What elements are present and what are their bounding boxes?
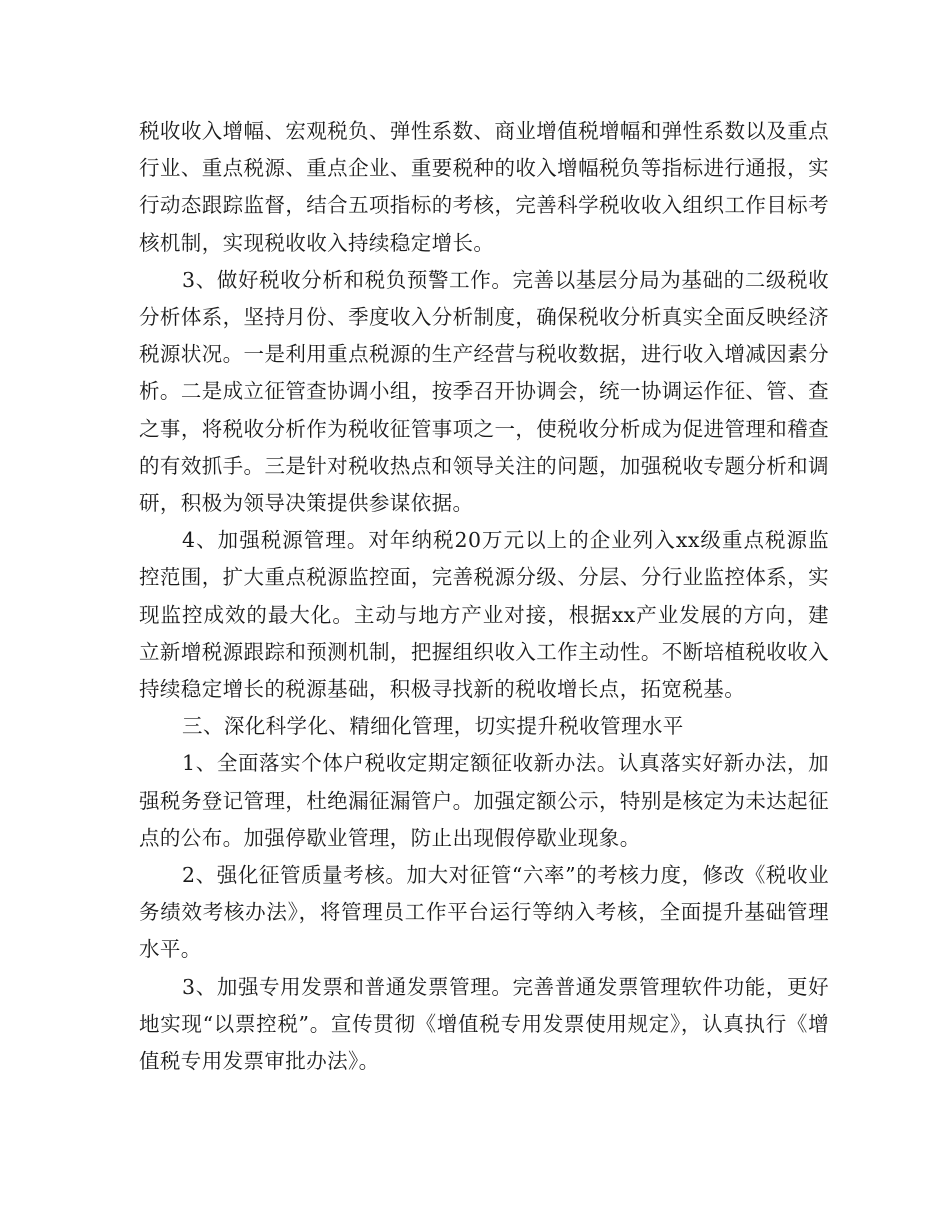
document-body	[139, 113, 829, 1080]
section-heading-three: 三、深化科学化、精细化管理，切实提升税收管理水平	[182, 714, 684, 739]
paragraph-individual-tax: 1、全面落实个体户税收定期定额征收新办法。认真落实好新办法，加强税务登记管理，杜绝漏征漏管户。加强定额公示，特别是核定为未达起征点的公布。加强停歇业管理，防止出现假停歇业现象。	[139, 751, 829, 850]
paragraph-continuation: 税收收入增幅、宏观税负、弹性系数、商业增值税增幅和弹性系数以及重点行业、重点税源、重点企业、重要税种的收入增幅税负等指标进行通报，实行动态跟踪监督，结合五项指标的考核，完善科学税收收入组织工作目标考核机制，实现税收收入持续稳定增长。	[139, 119, 829, 255]
paragraph-invoice-management: 3、加强专用发票和普通发票管理。完善普通发票管理软件功能，更好地实现“以票控税”。宣传贯彻《增值税专用发票使用规定》，认真执行《增值税专用发票审批办法》。	[139, 974, 829, 1074]
paragraph-tax-source-management: 4、加强税源管理。对年纳税20万元以上的企业列入xx级重点税源监控范围，扩大重点税源监控面，完善税源分级、分层、分行业监控体系，实现监控成效的最大化。主动与地方产业对接，根据xx产业发展的方向，建立新增税源跟踪和预测机制，把握组织收入工作主动性。不断培植税收收入持续稳定增长的税源基础，积极寻找新的税收增长点，拓宽税基。	[139, 528, 829, 702]
paragraph-quality-assessment: 2、强化征管质量考核。加大对征管“六率”的考核力度，修改《税收业务绩效考核办法》，将管理员工作平台运行等纳入考核，全面提升基础管理水平。	[139, 863, 829, 962]
paragraph-tax-analysis: 3、做好税收分析和税负预警工作。完善以基层分局为基础的二级税收分析体系，坚持月份、季度收入分析制度，确保税收分析真实全面反映经济税源状况。一是利用重点税源的生产经营与税收数据，进行收入增减因素分析。二是成立征管查协调小组，按季召开协调会，统一协调运作征、管、查之事，将税收分析作为税收征管事项之一，使税收分析成为促进管理和稽查的有效抓手。三是针对税收热点和领导关注的问题，加强税收专题分析和调研，积极为领导决策提供参谋依据。	[139, 267, 829, 516]
